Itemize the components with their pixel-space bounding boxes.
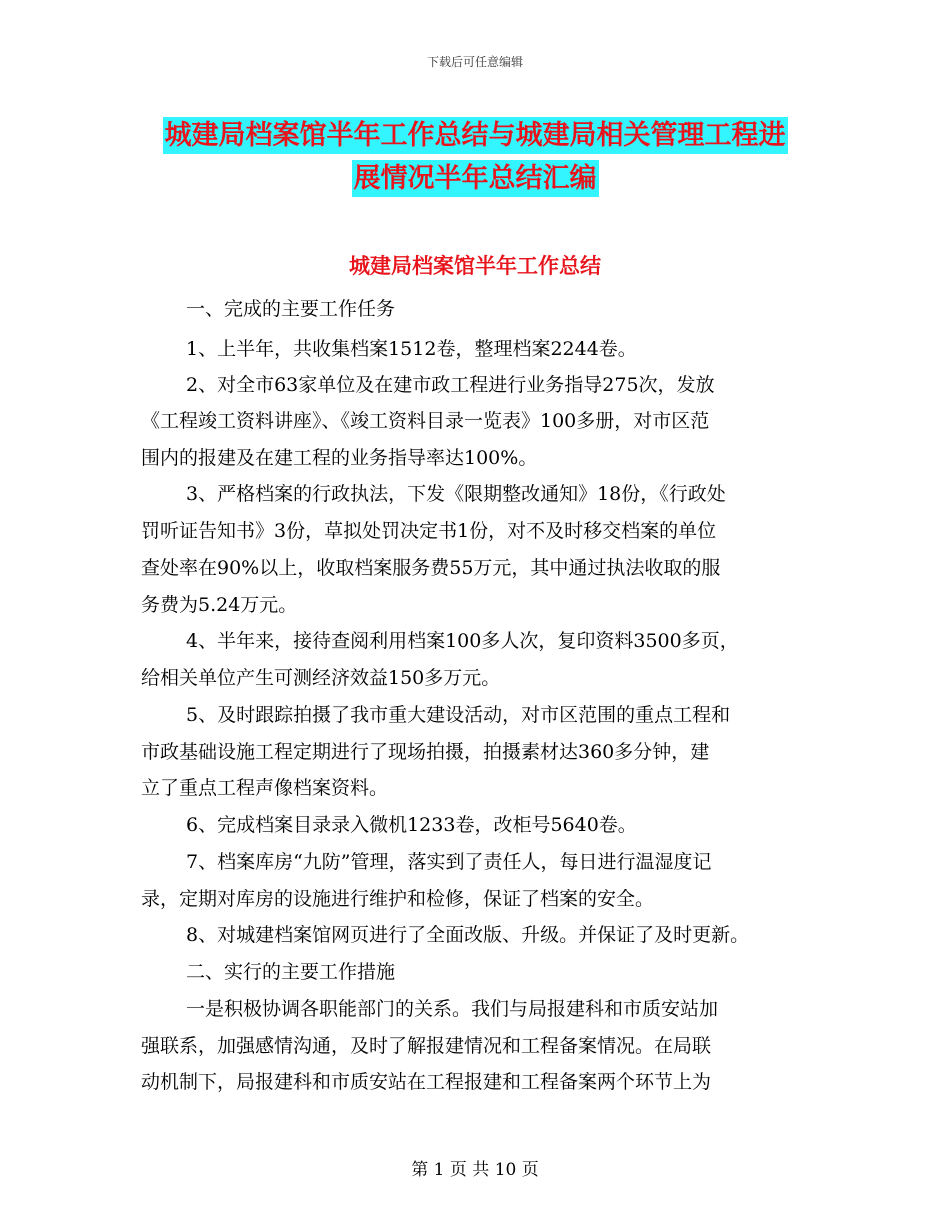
- section-title: 城建局档案馆半年工作总结: [349, 254, 601, 278]
- document-title-line-1-text: 城建局档案馆半年工作总结与城建局相关管理工程进: [163, 117, 788, 154]
- body-line: 围内的报建及在建工程的业务指导率达100%。: [141, 447, 538, 469]
- document-title-line-1: [0, 113, 950, 152]
- page-number-footer: 第 1 页 共 10 页: [411, 1160, 539, 1180]
- body-line: 5、及时跟踪拍摄了我市重大建设活动，对市区范围的重点工程和: [186, 704, 731, 726]
- body-line: 6、完成档案目录录入微机1233卷，改柜号5640卷。: [186, 814, 637, 836]
- body-line: 给相关单位产生可测经济效益150多万元。: [141, 667, 501, 689]
- body-line: 7、档案库房“九防”管理，落实到了责任人，每日进行温湿度记: [186, 851, 712, 873]
- body-line: 2、对全市63家单位及在建市政工程进行业务指导275次，发放: [186, 374, 715, 396]
- body-line: 务费为5.24万元。: [141, 594, 298, 616]
- body-line: 一、完成的主要工作任务: [186, 298, 396, 320]
- body-line: 4、半年来，接待查阅利用档案100多人次，复印资料3500多页，: [186, 630, 739, 652]
- document-title-line-2: [0, 156, 950, 195]
- body-line: 1、上半年，共收集档案1512卷，整理档案2244卷。: [186, 338, 637, 360]
- body-line: 市政基础设施工程定期进行了现场拍摄，拍摄素材达360多分钟，建: [141, 741, 710, 763]
- body-line: 强联系，加强感情沟通，及时了解报建情况和工程备案情况。在局联: [141, 1035, 712, 1057]
- body-line: 3、严格档案的行政执法，下发《限期整改通知》18份，《行政处: [186, 483, 726, 505]
- body-line: 动机制下，局报建科和市质安站在工程报建和工程备案两个环节上为: [141, 1071, 712, 1093]
- body-line: 查处率在90%以上，收取档案服务费55万元，其中通过执法收取的服: [141, 557, 721, 579]
- page-header-note: 下载后可任意编辑: [426, 55, 523, 69]
- body-line: 罚听证告知书》3份，草拟处罚决定书1份，对不及时移交档案的单位: [141, 520, 717, 542]
- body-line: 立了重点工程声像档案资料。: [141, 777, 389, 799]
- document-title-line-2-text: 展情况半年总结汇编: [352, 160, 599, 197]
- body-line: 8、对城建档案馆网页进行了全面改版、升级。并保证了及时更新。: [186, 924, 750, 946]
- body-line: 一是积极协调各职能部门的关系。我们与局报建科和市质安站加: [186, 998, 719, 1020]
- body-line: 二、实行的主要工作措施: [186, 961, 396, 983]
- body-line: 录，定期对库房的设施进行维护和检修，保证了档案的安全。: [141, 888, 655, 910]
- body-line: 《工程竣工资料讲座》、《竣工资料目录一览表》100多册，对市区范: [141, 410, 710, 432]
